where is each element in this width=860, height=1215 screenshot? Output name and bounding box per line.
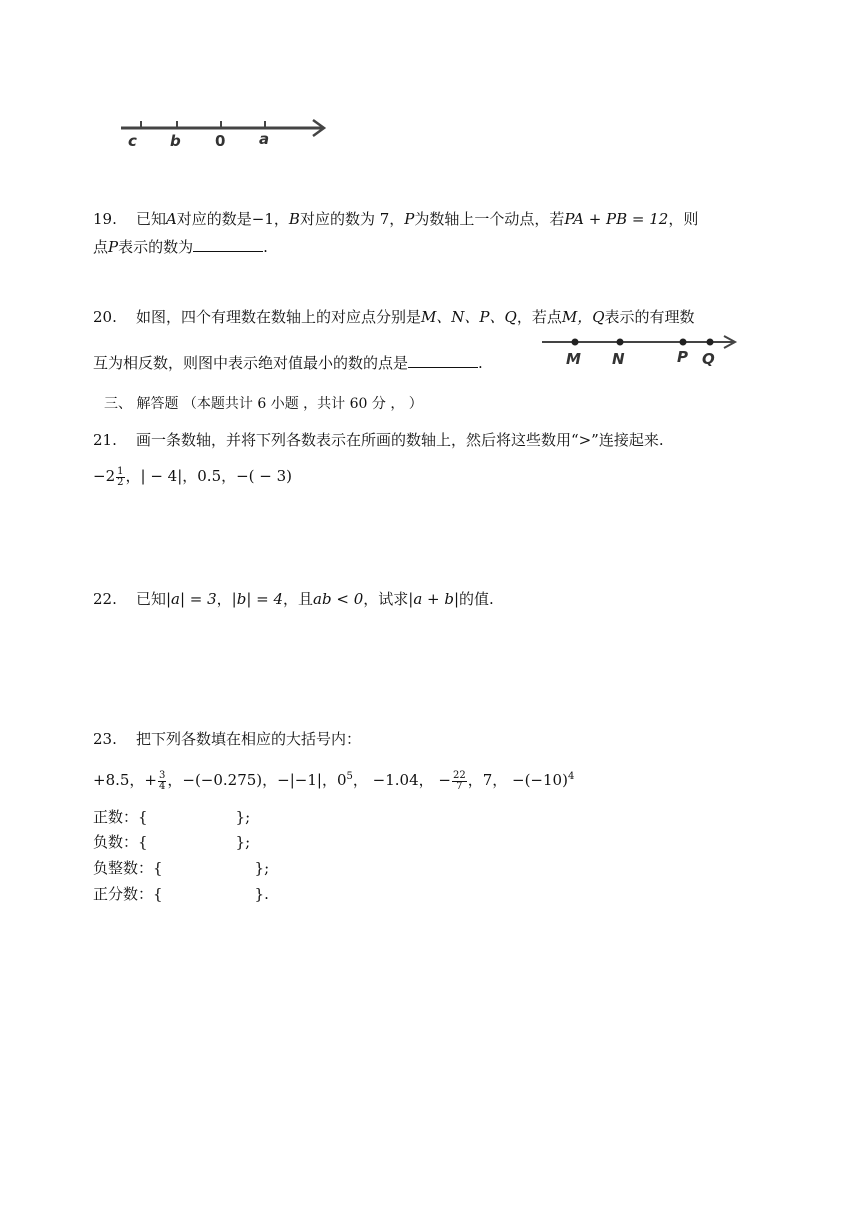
- point-M: [572, 339, 579, 346]
- axis2-label-N: N: [612, 350, 625, 368]
- axis2-label-Q: Q: [702, 350, 715, 368]
- q23-number: 23.: [93, 730, 117, 748]
- q19-line-1: 19. 已知A对应的数是−1，B对应的数为 7，P为数轴上一个动点，若PA + PB = 12，则: [93, 210, 699, 228]
- axis1-label-a: a: [259, 130, 270, 148]
- fraction-one-half: $\frac{1}{2}$: [117, 465, 124, 488]
- fraction-22-over-7: $\frac{22}{7}$: [452, 769, 466, 792]
- q20-answer-blank[interactable]: [408, 353, 478, 368]
- axis2-label-M: M: [566, 350, 581, 368]
- q23-row-negative-integer: 负整数：{ };: [93, 859, 270, 877]
- q22-line: 22. 已知|a| = 3，|b| = 4，且ab < 0，试求|a + b|的值.: [93, 590, 494, 608]
- q20-line-2: 互为相反数，则图中表示绝对值最小的数的点是 .: [93, 354, 483, 372]
- axis1-label-0: 0: [215, 132, 226, 150]
- q19-line-2: 点P表示的数为 .: [93, 238, 268, 256]
- q19-answer-blank[interactable]: [193, 237, 263, 252]
- q21-line-1: 21. 画一条数轴，并将下列各数表示在所画的数轴上，然后将这些数用“>”连接起来.: [93, 431, 664, 449]
- q22-number: 22.: [93, 590, 117, 608]
- q23-numbers-line: +8.5，+ $\frac{3}{4}$ ，−(−0.275)，−|−1|，$0^5$， −1.04， − $\frac{22}{7}$ ，7， $-(-10)^4$: [93, 769, 575, 792]
- fraction-three-quarters: $\frac{3}{4}$: [159, 769, 166, 792]
- axis2-label-P: P: [677, 348, 688, 366]
- q23-line-1: 23. 把下列各数填在相应的大括号内：: [93, 730, 361, 748]
- q23-row-positive: 正数：{ };: [93, 808, 251, 826]
- axis1-label-b: b: [170, 132, 181, 150]
- point-P: [680, 339, 687, 346]
- section-3-title: 三、 解答题 （本题共计 6 小题 ，共计 60 分 ， ）: [104, 396, 423, 412]
- axis1-label-c: c: [128, 132, 137, 150]
- q21-line-2: −2 $\frac{1}{2}$ ，| − 4|，0.5，−( − 3): [93, 465, 293, 488]
- q20-line-1: 20. 如图，四个有理数在数轴上的对应点分别是M、N、P、Q，若点M，Q表示的有理数: [93, 308, 695, 326]
- q20-number: 20.: [93, 308, 117, 326]
- q23-row-negative: 负数：{ };: [93, 833, 251, 851]
- q19-number: 19.: [93, 210, 117, 228]
- q21-number: 21.: [93, 431, 117, 449]
- q23-row-positive-fraction: 正分数：{ }.: [93, 885, 269, 903]
- point-Q: [707, 339, 714, 346]
- point-N: [617, 339, 624, 346]
